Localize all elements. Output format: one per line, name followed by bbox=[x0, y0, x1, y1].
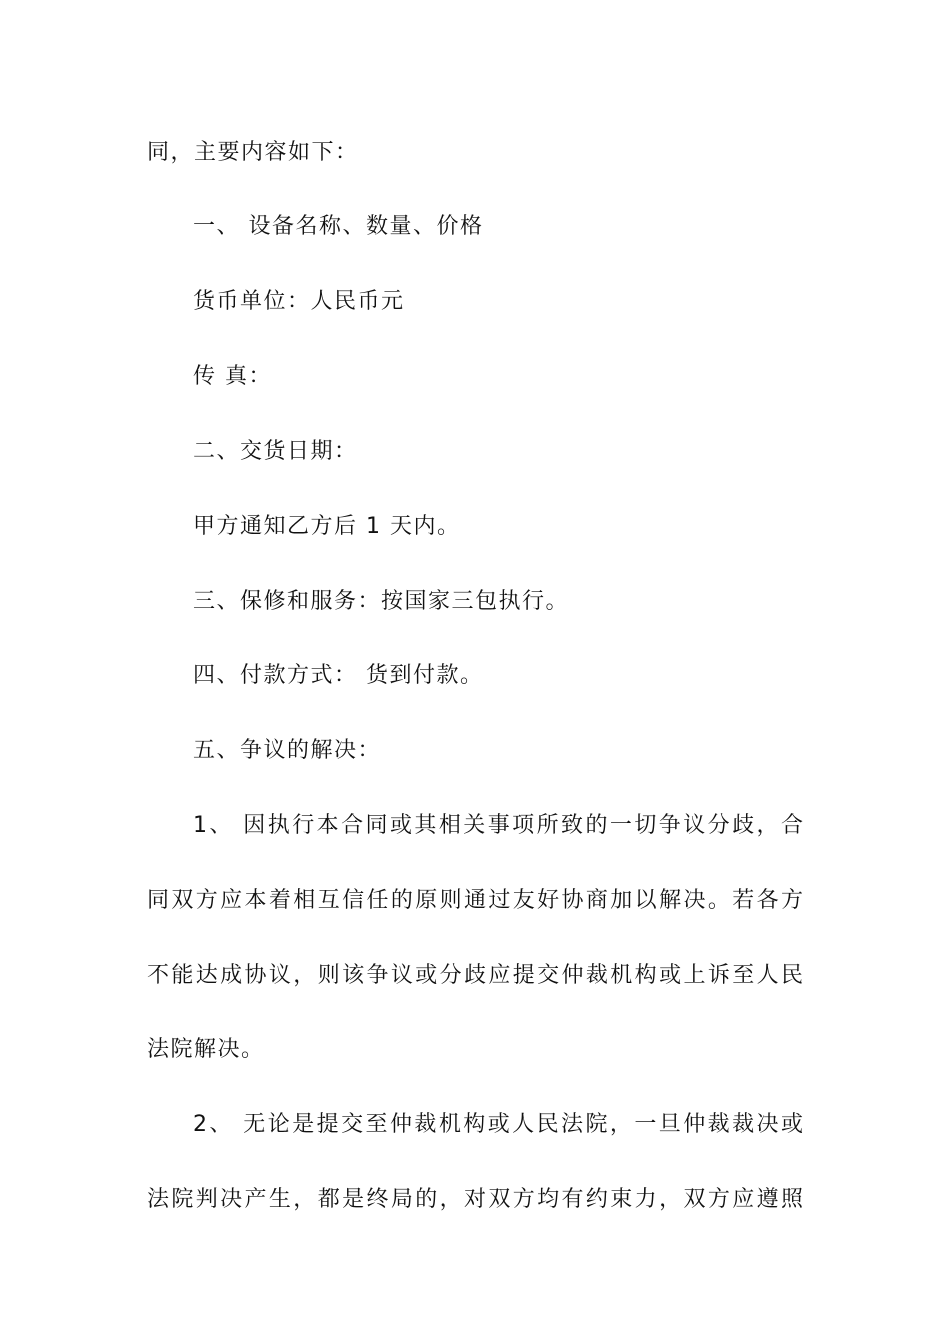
section-heading-dispute: 五、争议的解决： bbox=[193, 738, 382, 763]
section-heading-warranty: 三、保修和服务：按国家三包执行。 bbox=[193, 589, 570, 614]
paragraph-1-line-2: 同双方应本着相互信任的原则通过友好协商加以解决。若各方 bbox=[147, 888, 803, 913]
paragraph-2-line-2: 法院判决产生，都是终局的，对双方均有约束力，双方应遵照 bbox=[147, 1187, 803, 1212]
paragraph-1-line-3: 不能达成协议，则该争议或分歧应提交仲裁机构或上诉至人民 bbox=[147, 963, 803, 988]
section-heading-delivery: 二、交货日期： bbox=[193, 439, 358, 464]
text-line-currency: 货币单位：人民币元 bbox=[193, 289, 405, 314]
section-heading-equipment: 一、 设备名称、数量、价格 bbox=[193, 214, 484, 239]
paragraph-1-line-4: 法院解决。 bbox=[147, 1037, 265, 1062]
section-heading-payment: 四、付款方式： 货到付款。 bbox=[193, 663, 484, 688]
paragraph-2-line-1: 2、 无论是提交至仲裁机构或人民法院，一旦仲裁裁决或 bbox=[193, 1112, 803, 1137]
paragraph-1-line-1: 1、 因执行本合同或其相关事项所致的一切争议分歧，合 bbox=[193, 813, 803, 838]
text-line-intro: 同，主要内容如下： bbox=[147, 140, 359, 165]
text-line-delivery-term: 甲方通知乙方后 1 天内。 bbox=[193, 514, 461, 539]
text-line-fax: 传 真： bbox=[193, 364, 272, 389]
